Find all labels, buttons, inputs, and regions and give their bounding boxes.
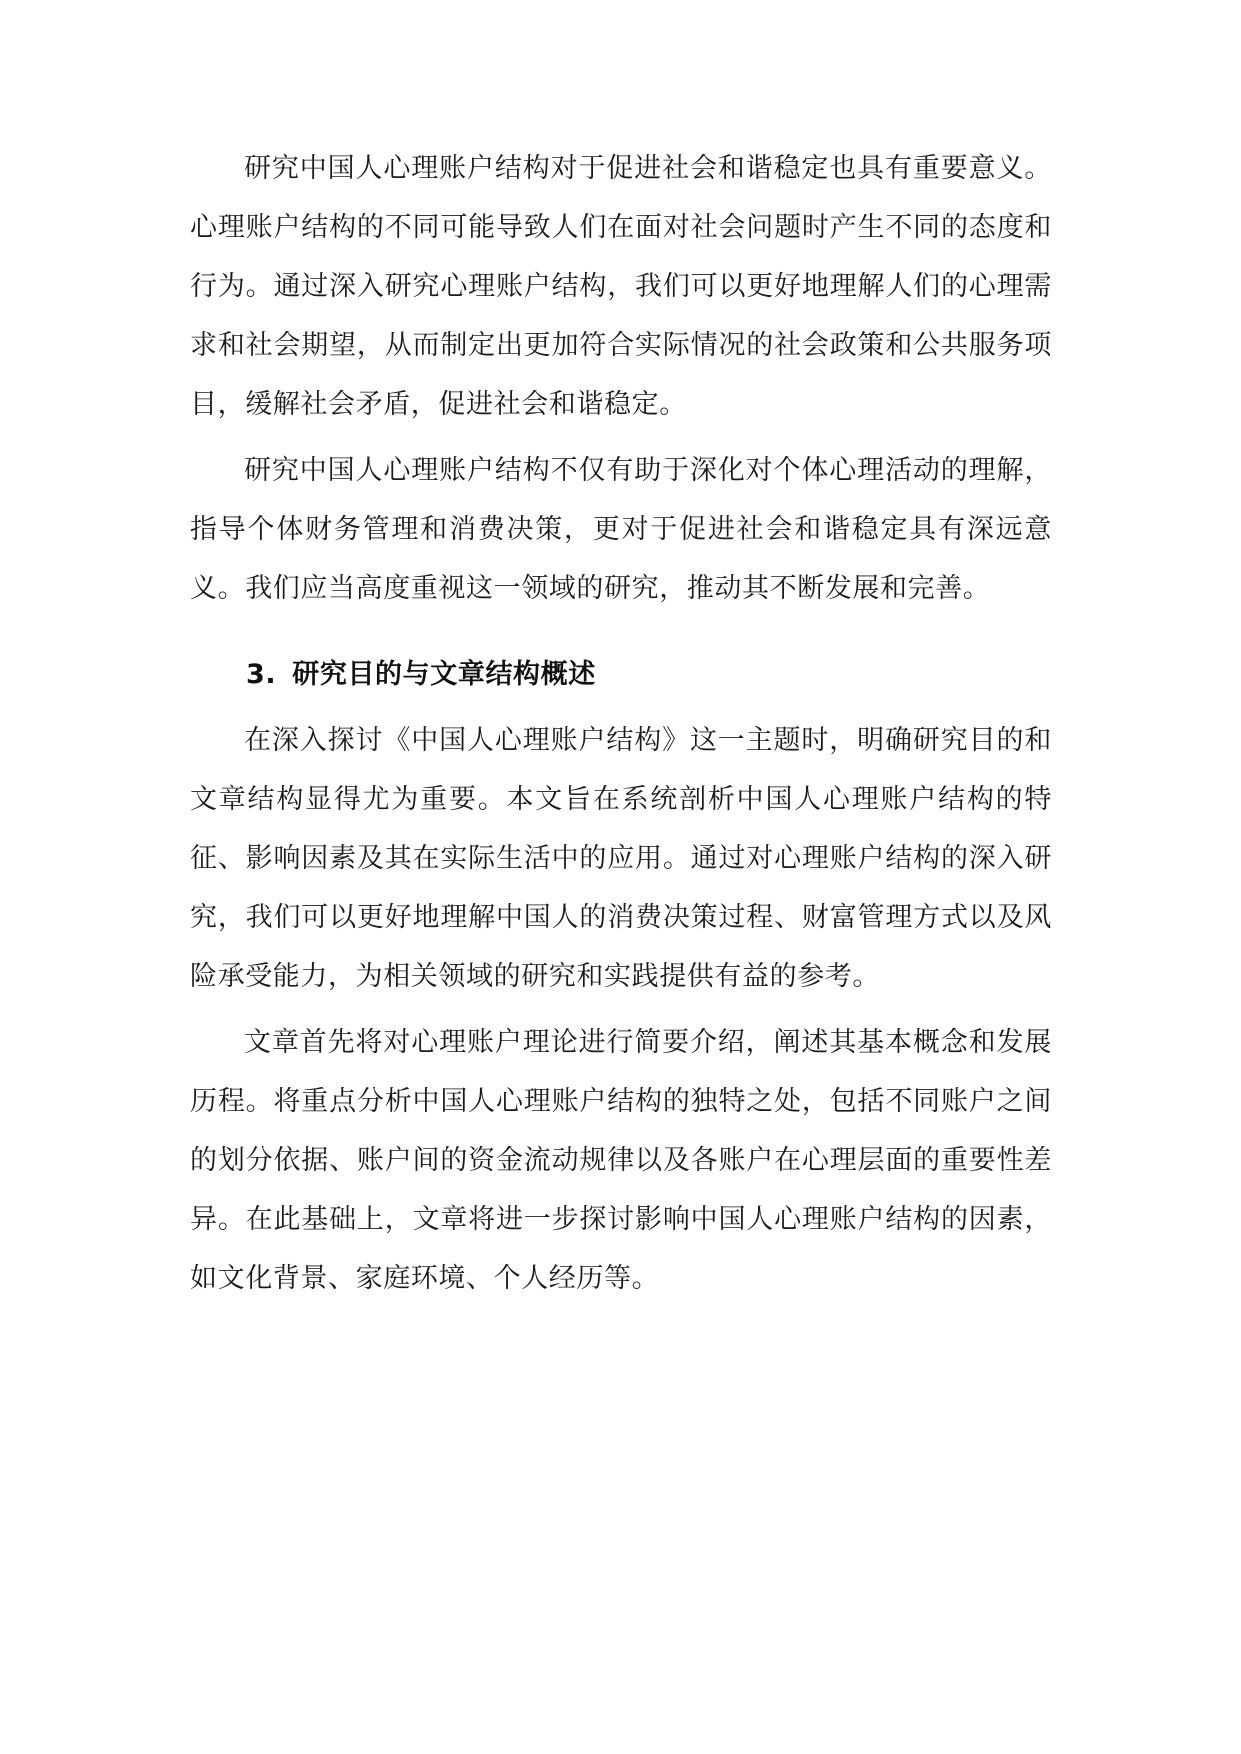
body-paragraph: 研究中国人心理账户结构对于促进社会和谐稳定也具有重要意义。心理账户结构的不同可能导致人们在面对社会问题时产生不同的态度和行为。通过深入研究心理账户结构，我们可以更好地理解人们的心理需求和社会期望，从而制定出更加符合实际情况的社会政策和公共服务项目，缓解社会矛盾，促进社会和谐稳定。 bbox=[190, 153, 1052, 420]
section-number: 3. bbox=[246, 659, 277, 690]
section-title: 研究目的与文章结构概述 bbox=[292, 659, 596, 690]
section-heading bbox=[190, 645, 1052, 704]
body-paragraph: 在深入探讨《中国人心理账户结构》这一主题时，明确研究目的和文章结构显得尤为重要。本文旨在系统剖析中国人心理账户结构的特征、影响因素及其在实际生活中的应用。通过对心理账户结构的深入研究，我们可以更好地理解中国人的消费决策过程、财富管理方式以及风险承受能力，为相关领域的研究和实践提供有益的参考。 bbox=[190, 725, 1052, 992]
body-paragraph: 研究中国人心理账户结构不仅有助于深化对个体心理活动的理解，指导个体财务管理和消费决策，更对于促进社会和谐稳定具有深远意义。我们应当高度重视这一领域的研究，推动其不断发展和完善。 bbox=[190, 455, 1052, 604]
body-paragraph: 文章首先将对心理账户理论进行简要介绍，阐述其基本概念和发展历程。将重点分析中国人心理账户结构的独特之处，包括不同账户之间的划分依据、账户间的资金流动规律以及各账户在心理层面的重要性差异。在此基础上，文章将进一步探讨影响中国人心理账户结构的因素，如文化背景、家庭环境、个人经历等。 bbox=[190, 1027, 1052, 1294]
document-page bbox=[190, 139, 1052, 1308]
